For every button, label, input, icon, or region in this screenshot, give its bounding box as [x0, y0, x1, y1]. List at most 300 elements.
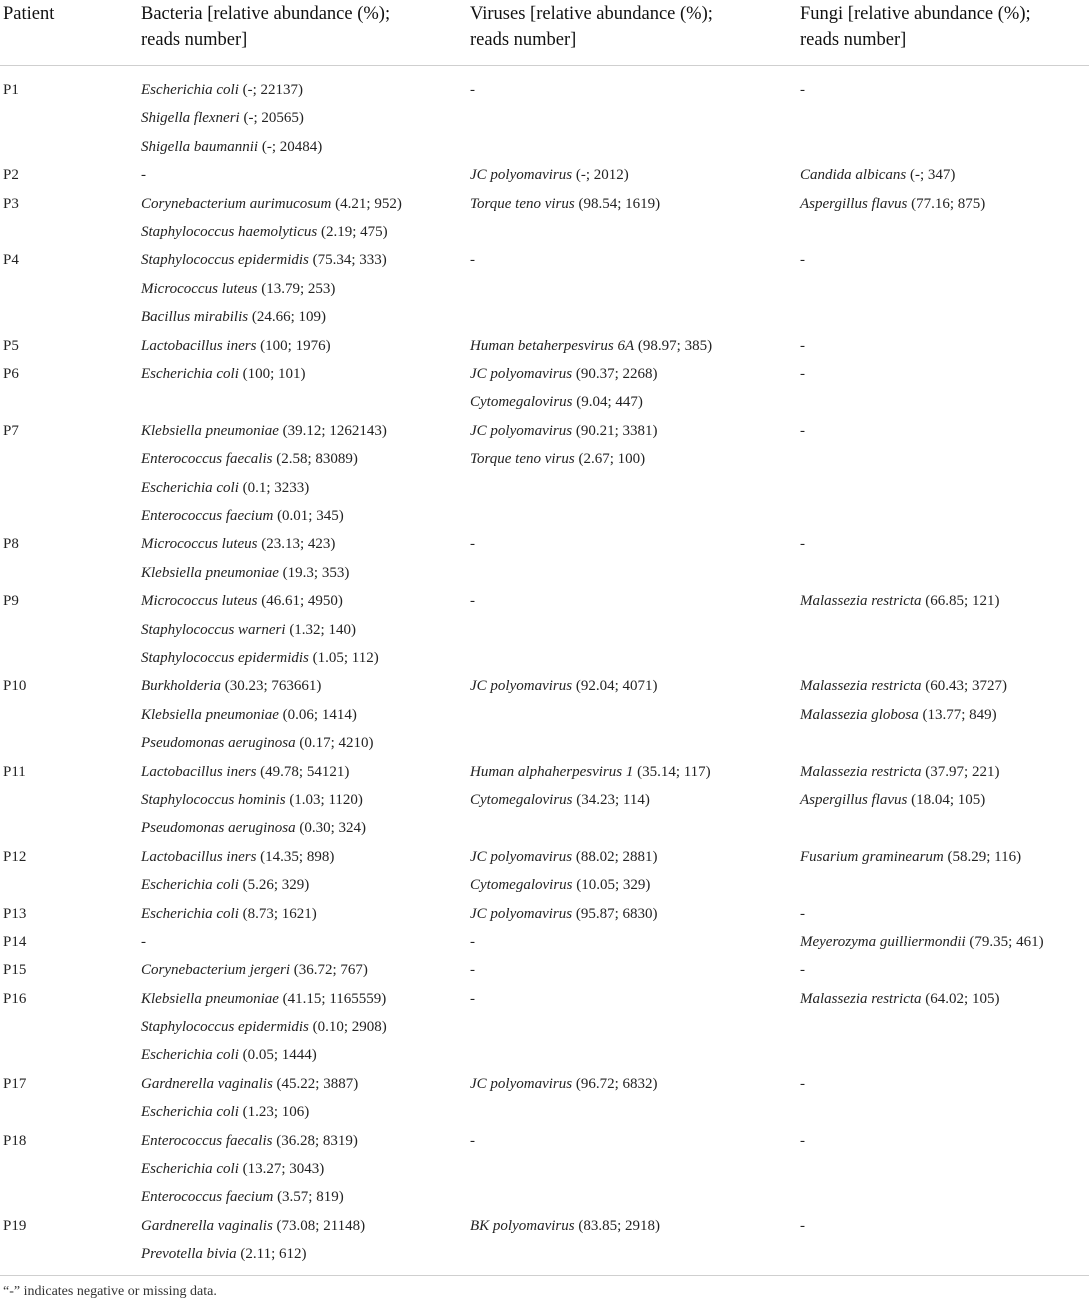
- table-header: [0, 0, 1089, 66]
- abundance-reads: (83.85; 2918): [574, 1217, 660, 1234]
- species-name: Meyerozyma guilliermondii: [800, 933, 966, 950]
- viruses-entry: [470, 445, 658, 473]
- abundance-reads: (64.02; 105): [921, 990, 1000, 1007]
- fungi-entry: [800, 928, 1044, 956]
- species-name: Staphylococcus hominis: [141, 791, 286, 808]
- bacteria-entry: [141, 303, 387, 331]
- species-name: Escherichia coli: [141, 905, 239, 922]
- patient-id: P12: [3, 848, 27, 865]
- viruses-entry: [470, 530, 475, 558]
- patient-id: P11: [3, 763, 26, 780]
- empty-marker: -: [800, 337, 805, 354]
- viruses-entry: [470, 786, 711, 814]
- abundance-reads: (46.61; 4950): [257, 593, 343, 610]
- species-name: Escherichia coli: [141, 1161, 239, 1178]
- species-name: JC polyomavirus: [470, 365, 573, 382]
- patient-id: P8: [3, 536, 19, 553]
- fungi-entry: [800, 190, 985, 218]
- viruses-entry: [470, 1127, 475, 1155]
- bacteria-entry: [141, 1183, 358, 1211]
- bacteria-entry: [141, 502, 387, 530]
- fungi-entry: [800, 758, 999, 786]
- fungi-cell: [800, 530, 805, 558]
- bacteria-entry: [141, 1070, 358, 1098]
- abundance-reads: (-; 2012): [572, 167, 629, 184]
- species-name: Cytomegalovirus: [470, 791, 573, 808]
- fungi-entry: [800, 672, 1007, 700]
- fungi-cell: [800, 76, 805, 104]
- abundance-reads: (24.66; 109): [248, 309, 327, 326]
- abundance-reads: (45.22; 3887): [272, 1075, 359, 1092]
- bacteria-entry: [141, 76, 322, 104]
- bacteria-entry: [141, 104, 322, 132]
- viruses-cell: [470, 1127, 475, 1155]
- table-row: [0, 190, 1089, 247]
- bacteria-entry: [141, 1212, 365, 1240]
- viruses-entry: [470, 417, 658, 445]
- bacteria-cell: [141, 672, 374, 757]
- species-name: Enterococcus faecalis: [141, 451, 273, 468]
- header-viruses-line1: Viruses [relative abundance (%);: [470, 4, 713, 24]
- species-name: Klebsiella pneumoniae: [141, 422, 279, 439]
- abundance-reads: (0.1; 3233): [238, 479, 310, 496]
- patient-id: P18: [3, 1132, 27, 1149]
- species-name: Staphylococcus haemolyticus: [141, 223, 318, 240]
- fungi-cell: [800, 246, 805, 274]
- empty-marker: -: [470, 82, 475, 98]
- bacteria-entry: [141, 1240, 365, 1268]
- viruses-cell: [470, 985, 475, 1013]
- abundance-reads: (9.04; 447): [572, 394, 643, 411]
- patient-cell: [3, 587, 19, 615]
- bacteria-entry: [141, 161, 146, 189]
- patient-cell: [3, 900, 26, 928]
- patient-id: P7: [3, 422, 19, 439]
- species-name: Enterococcus faecium: [141, 1189, 274, 1206]
- patient-cell: [3, 161, 19, 189]
- bacteria-entry: [141, 900, 317, 928]
- viruses-entry: [470, 332, 712, 360]
- bacteria-entry: [141, 814, 366, 842]
- header-bacteria: [141, 1, 390, 53]
- abundance-reads: (0.05; 1444): [238, 1047, 317, 1064]
- species-name: Escherichia coli: [141, 877, 239, 894]
- fungi-cell: [800, 1070, 805, 1098]
- species-name: Escherichia coli: [141, 82, 239, 98]
- empty-marker: -: [470, 990, 475, 1007]
- abundance-reads: (39.12; 1262143): [278, 422, 387, 439]
- fungi-entry: [800, 161, 955, 189]
- viruses-cell: [470, 76, 475, 104]
- species-name: Micrococcus luteus: [141, 280, 258, 297]
- empty-marker: -: [800, 905, 805, 922]
- fungi-entry: [800, 1212, 805, 1240]
- fungi-entry: [800, 332, 805, 360]
- fungi-cell: [800, 843, 1021, 871]
- abundance-reads: (92.04; 4071): [572, 678, 658, 695]
- bacteria-entry: [141, 701, 374, 729]
- species-name: Cytomegalovirus: [470, 394, 573, 411]
- table-row: [0, 843, 1089, 900]
- fungi-entry: [800, 417, 805, 445]
- empty-marker: -: [470, 933, 475, 950]
- viruses-cell: [470, 672, 658, 700]
- species-name: Human betaherpesvirus 6A: [470, 337, 635, 354]
- abundance-reads: (98.97; 385): [634, 337, 713, 354]
- abundance-reads: (36.28; 8319): [272, 1132, 358, 1149]
- species-name: JC polyomavirus: [470, 422, 573, 439]
- bacteria-cell: [141, 587, 379, 672]
- bacteria-entry: [141, 190, 402, 218]
- table-row: [0, 928, 1089, 956]
- viruses-entry: [470, 758, 711, 786]
- species-name: Aspergillus flavus: [800, 791, 908, 808]
- species-name: Prevotella bivia: [141, 1246, 237, 1263]
- fungi-entry: [800, 786, 999, 814]
- species-name: Malassezia restricta: [800, 990, 922, 1007]
- bacteria-cell: [141, 928, 146, 956]
- abundance-reads: (88.02; 2881): [572, 848, 658, 865]
- table-row: [0, 900, 1089, 928]
- viruses-entry: [470, 928, 475, 956]
- abundance-reads: (77.16; 875): [907, 195, 986, 212]
- viruses-cell: [470, 843, 658, 900]
- patient-id: P4: [3, 252, 19, 269]
- bacteria-cell: [141, 161, 146, 189]
- abundance-reads: (18.04; 105): [907, 791, 986, 808]
- abundance-reads: (100; 101): [238, 365, 306, 382]
- bacteria-cell: [141, 985, 387, 1070]
- viruses-cell: [470, 900, 658, 928]
- fungi-entry: [800, 587, 999, 615]
- bacteria-entry: [141, 729, 374, 757]
- patient-id: P6: [3, 365, 19, 382]
- patient-cell: [3, 956, 26, 984]
- species-name: Torque teno virus: [470, 451, 575, 468]
- abundance-reads: (34.23; 114): [572, 791, 650, 808]
- bacteria-entry: [141, 786, 366, 814]
- bacteria-entry: [141, 530, 349, 558]
- abundance-reads: (-; 347): [906, 167, 956, 184]
- abundance-reads: (1.23; 106): [238, 1104, 310, 1121]
- bacteria-entry: [141, 445, 387, 473]
- abundance-reads: (13.27; 3043): [238, 1161, 325, 1178]
- header-patient: [3, 1, 54, 27]
- patient-cell: [3, 672, 26, 700]
- abundance-reads: (2.58; 83089): [272, 451, 358, 468]
- bacteria-cell: [141, 1127, 358, 1212]
- bacteria-entry: [141, 275, 387, 303]
- abundance-reads: (23.13; 423): [257, 536, 336, 553]
- bacteria-entry: [141, 1041, 387, 1069]
- abundance-reads: (75.34; 333): [308, 252, 387, 269]
- bacteria-cell: [141, 190, 402, 247]
- species-name: Malassezia restricta: [800, 678, 922, 695]
- viruses-cell: [470, 587, 475, 615]
- header-fungi-line2: reads number]: [800, 30, 907, 50]
- empty-marker: -: [470, 593, 475, 610]
- empty-marker: -: [141, 167, 146, 184]
- patient-id: P9: [3, 593, 19, 610]
- table-row: [0, 956, 1089, 984]
- patient-id: P5: [3, 337, 19, 354]
- table-row: [0, 161, 1089, 189]
- patient-cell: [3, 417, 19, 445]
- viruses-entry: [470, 1070, 658, 1098]
- abundance-reads: (10.05; 329): [572, 877, 651, 894]
- bacteria-entry: [141, 417, 387, 445]
- viruses-cell: [470, 758, 711, 815]
- header-fungi: [800, 1, 1031, 53]
- species-name: Pseudomonas aeruginosa: [141, 820, 296, 837]
- bacteria-entry: [141, 672, 374, 700]
- species-name: Micrococcus luteus: [141, 536, 258, 553]
- table-row: [0, 332, 1089, 360]
- patient-id: P16: [3, 990, 27, 1007]
- bacteria-cell: [141, 956, 368, 984]
- fungi-cell: [800, 758, 999, 815]
- species-name: JC polyomavirus: [470, 848, 573, 865]
- table-row: [0, 76, 1089, 161]
- bacteria-entry: [141, 616, 379, 644]
- abundance-reads: (1.03; 1120): [285, 791, 363, 808]
- table-row: [0, 1212, 1089, 1269]
- fungi-entry: [800, 1070, 805, 1098]
- patient-cell: [3, 360, 19, 388]
- patient-cell: [3, 928, 26, 956]
- bacteria-cell: [141, 332, 331, 360]
- viruses-entry: [470, 985, 475, 1013]
- abundance-reads: (73.08; 21148): [272, 1217, 366, 1234]
- abundance-reads: (14.35; 898): [256, 848, 335, 865]
- bacteria-entry: [141, 587, 379, 615]
- empty-marker: -: [470, 252, 475, 269]
- species-name: Micrococcus luteus: [141, 593, 258, 610]
- abundance-reads: (0.17; 4210): [295, 735, 374, 752]
- species-name: Bacillus mirabilis: [141, 309, 249, 326]
- abundance-reads: (1.32; 140): [285, 621, 356, 638]
- species-name: Escherichia coli: [141, 365, 239, 382]
- table-row: [0, 1127, 1089, 1212]
- species-name: Staphylococcus epidermidis: [141, 252, 309, 269]
- patient-cell: [3, 332, 19, 360]
- table-bottom-rule: [0, 1275, 1089, 1276]
- empty-marker: -: [800, 365, 805, 382]
- patient-cell: [3, 1212, 26, 1240]
- abundance-reads: (90.21; 3381): [572, 422, 658, 439]
- fungi-cell: [800, 956, 805, 984]
- species-name: Cytomegalovirus: [470, 877, 573, 894]
- abundance-reads: (3.57; 819): [273, 1189, 344, 1206]
- abundance-reads: (4.21; 952): [331, 195, 402, 212]
- viruses-cell: [470, 332, 712, 360]
- species-name: Klebsiella pneumoniae: [141, 990, 279, 1007]
- species-name: Malassezia globosa: [800, 706, 919, 723]
- header-bacteria-line2: reads number]: [141, 30, 248, 50]
- species-name: Fusarium graminearum: [800, 848, 944, 865]
- patient-id: P1: [3, 82, 19, 98]
- bacteria-cell: [141, 246, 387, 331]
- abundance-reads: (-; 22137): [238, 82, 304, 98]
- fungi-entry: [800, 985, 999, 1013]
- fungi-cell: [800, 1212, 805, 1240]
- viruses-entry: [470, 246, 475, 274]
- abundance-reads: (60.43; 3727): [921, 678, 1007, 695]
- viruses-cell: [470, 956, 475, 984]
- table-row: [0, 587, 1089, 672]
- table-row: [0, 417, 1089, 531]
- viruses-entry: [470, 900, 658, 928]
- bacteria-entry: [141, 871, 334, 899]
- fungi-entry: [800, 701, 1007, 729]
- abundance-reads: (0.30; 324): [295, 820, 366, 837]
- fungi-entry: [800, 1127, 805, 1155]
- fungi-cell: [800, 332, 805, 360]
- bacteria-cell: [141, 843, 334, 900]
- bacteria-entry: [141, 843, 334, 871]
- abundance-reads: (2.67; 100): [574, 451, 646, 468]
- species-name: Gardnerella vaginalis: [141, 1075, 273, 1092]
- viruses-entry: [470, 190, 660, 218]
- species-name: Enterococcus faecium: [141, 507, 274, 524]
- viruses-cell: [470, 417, 658, 474]
- species-name: Corynebacterium jergeri: [141, 962, 290, 979]
- species-name: Torque teno virus: [470, 195, 575, 212]
- viruses-cell: [470, 190, 660, 218]
- abundance-reads: (2.19; 475): [317, 223, 388, 240]
- fungi-cell: [800, 417, 805, 445]
- fungi-cell: [800, 985, 999, 1013]
- viruses-entry: [470, 161, 629, 189]
- empty-marker: -: [141, 933, 146, 950]
- bacteria-entry: [141, 133, 322, 161]
- table-row: [0, 1070, 1089, 1127]
- bacteria-entry: [141, 956, 368, 984]
- species-name: Shigella baumannii: [141, 138, 259, 155]
- abundance-reads: (90.37; 2268): [572, 365, 658, 382]
- abundance-reads: (1.05; 112): [308, 649, 379, 666]
- abundance-reads: (66.85; 121): [921, 593, 1000, 610]
- bacteria-entry: [141, 1098, 358, 1126]
- species-name: Burkholderia: [141, 678, 221, 695]
- bacteria-entry: [141, 246, 387, 274]
- species-name: Corynebacterium aurimucosum: [141, 195, 332, 212]
- header-fungi-line1: Fungi [relative abundance (%);: [800, 4, 1031, 24]
- species-name: Staphylococcus epidermidis: [141, 649, 309, 666]
- species-name: Lactobacillus iners: [141, 337, 257, 354]
- empty-marker: -: [470, 536, 475, 553]
- viruses-entry: [470, 360, 658, 388]
- fungi-entry: [800, 956, 805, 984]
- empty-marker: -: [800, 1075, 805, 1092]
- bacteria-cell: [141, 360, 306, 388]
- bacteria-entry: [141, 1155, 358, 1183]
- viruses-entry: [470, 76, 475, 104]
- species-name: Staphylococcus epidermidis: [141, 1019, 309, 1036]
- species-name: Human alphaherpesvirus 1: [470, 763, 634, 780]
- empty-marker: -: [800, 252, 805, 269]
- abundance-reads: (0.10; 2908): [308, 1019, 387, 1036]
- bacteria-cell: [141, 417, 387, 531]
- patient-id: P3: [3, 195, 19, 212]
- species-name: Lactobacillus iners: [141, 848, 257, 865]
- bacteria-entry: [141, 360, 306, 388]
- abundance-reads: (96.72; 6832): [572, 1075, 658, 1092]
- table-row: [0, 530, 1089, 587]
- fungi-entry: [800, 843, 1021, 871]
- bacteria-cell: [141, 758, 366, 843]
- species-name: Malassezia restricta: [800, 763, 922, 780]
- viruses-cell: [470, 1212, 660, 1240]
- patient-id: P10: [3, 678, 27, 695]
- viruses-cell: [470, 161, 629, 189]
- bacteria-cell: [141, 1070, 358, 1127]
- viruses-entry: [470, 956, 475, 984]
- abundance-reads: (100; 1976): [256, 337, 331, 354]
- bacteria-entry: [141, 332, 331, 360]
- species-name: BK polyomavirus: [470, 1217, 575, 1234]
- bacteria-entry: [141, 644, 379, 672]
- bacteria-entry: [141, 985, 387, 1013]
- viruses-cell: [470, 928, 475, 956]
- bacteria-entry: [141, 218, 402, 246]
- viruses-entry: [470, 1212, 660, 1240]
- header-viruses-line2: reads number]: [470, 30, 577, 50]
- bacteria-entry: [141, 474, 387, 502]
- species-name: Pseudomonas aeruginosa: [141, 735, 296, 752]
- species-name: Shigella flexneri: [141, 110, 240, 127]
- fungi-entry: [800, 76, 805, 104]
- fungi-cell: [800, 1127, 805, 1155]
- fungi-entry: [800, 246, 805, 274]
- fungi-cell: [800, 360, 805, 388]
- table-row: [0, 672, 1089, 757]
- abundance-reads: (-; 20565): [239, 110, 304, 127]
- bacteria-entry: [141, 928, 146, 956]
- abundance-reads: (13.77; 849): [918, 706, 997, 723]
- empty-marker: -: [800, 422, 805, 439]
- table-body: [0, 76, 1089, 1269]
- patient-cell: [3, 1070, 26, 1098]
- patient-id: P19: [3, 1217, 27, 1234]
- header-patient-label: Patient: [3, 4, 55, 24]
- abundance-reads: (95.87; 6830): [572, 905, 658, 922]
- viruses-entry: [470, 871, 658, 899]
- table-row: [0, 360, 1089, 417]
- patient-cell: [3, 1127, 26, 1155]
- table-footnote: “-” indicates negative or missing data.: [3, 1284, 217, 1299]
- viruses-cell: [470, 530, 475, 558]
- fungi-cell: [800, 928, 1044, 956]
- species-name: Enterococcus faecalis: [141, 1132, 273, 1149]
- species-name: JC polyomavirus: [470, 1075, 573, 1092]
- bacteria-cell: [141, 900, 317, 928]
- viruses-cell: [470, 246, 475, 274]
- abundance-reads: (58.29; 116): [943, 848, 1022, 865]
- species-name: JC polyomavirus: [470, 905, 573, 922]
- abundance-reads: (30.23; 763661): [221, 678, 322, 695]
- species-name: Gardnerella vaginalis: [141, 1217, 273, 1234]
- species-name: Escherichia coli: [141, 479, 239, 496]
- viruses-entry: [470, 843, 658, 871]
- abundance-reads: (0.01; 345): [273, 507, 344, 524]
- header-bacteria-line1: Bacteria [relative abundance (%);: [141, 4, 391, 24]
- species-name: Aspergillus flavus: [800, 195, 908, 212]
- patient-cell: [3, 76, 19, 104]
- species-name: Klebsiella pneumoniae: [141, 706, 279, 723]
- fungi-cell: [800, 672, 1007, 729]
- viruses-cell: [470, 360, 658, 417]
